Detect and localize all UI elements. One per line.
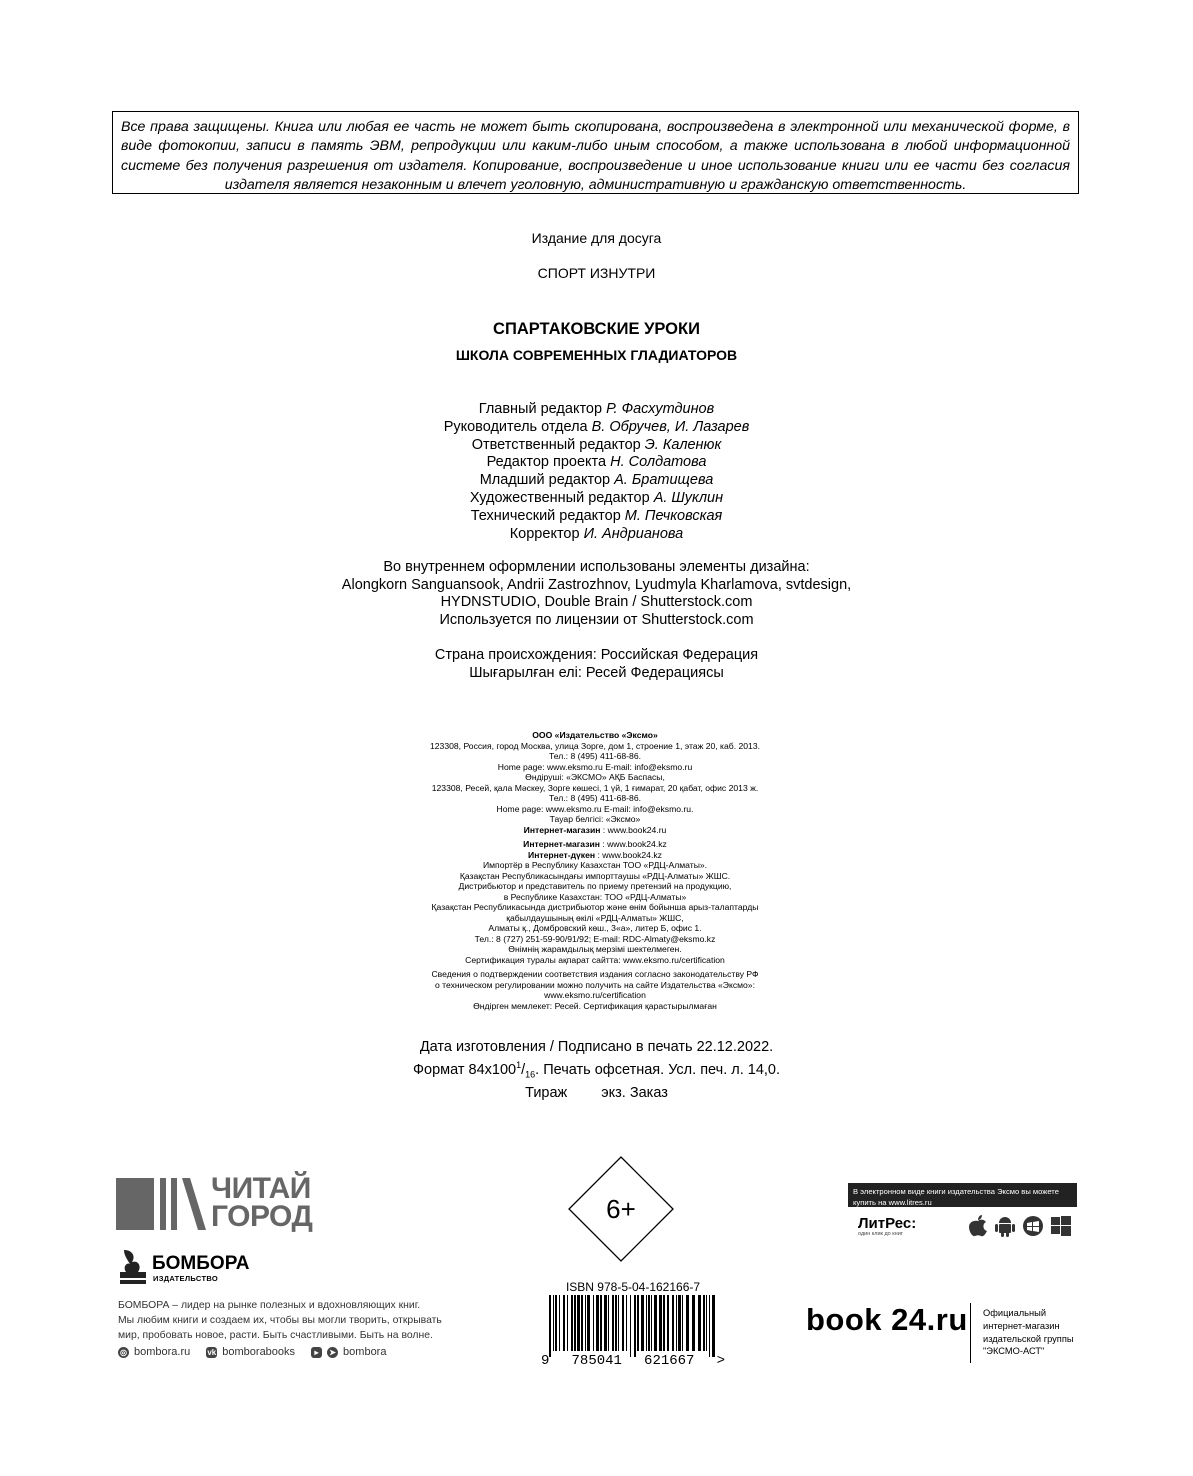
bombora-logo-name: БОМБОРА	[152, 1253, 250, 1274]
barcode-bar	[672, 1295, 674, 1351]
barcode-bar	[574, 1295, 576, 1351]
importer-line: Импортёр в Республику Казахстан ТОО «РДЦ-Алматы».	[482, 860, 708, 870]
litres-logo-text: ЛитРес:	[858, 1214, 917, 1232]
bombora-description-line: БОМБОРА – лидер на рынке полезных и вдохновляющих книг.	[118, 1300, 421, 1311]
barcode-bar	[549, 1295, 551, 1357]
litres-line2: купить на www.litres.ru	[853, 1198, 932, 1207]
bombora-logo-sub: ИЗДАТЕЛЬСТВО	[153, 1274, 218, 1283]
isbn-text: ISBN 978-5-04-162166-7	[565, 1280, 701, 1294]
chitai-gorod-line2: ГОРОД	[211, 1200, 313, 1233]
barcode-bar	[634, 1295, 636, 1357]
bombora-logo	[118, 1248, 258, 1288]
publisher-line: Home page: www.eksmo.ru E-mail: info@eksmo.ru.	[496, 803, 694, 814]
windows-phone-icon	[1022, 1215, 1044, 1237]
publisher-line: Тауар белгісі: «Эксмо»	[549, 814, 641, 824]
barcode-bar	[571, 1295, 573, 1351]
barcode-bar	[667, 1295, 669, 1351]
design-credit-line: Во внутреннем оформлении использованы элементы дизайна:	[383, 559, 810, 575]
barcode-bar	[615, 1295, 617, 1351]
litres-logo-sub: один клик до книг	[858, 1230, 903, 1237]
origin-line: Шығарылған елі: Ресей Федерациясы	[469, 664, 724, 681]
book24-text-line: "ЭКСМО-АСТ"	[983, 1346, 1045, 1357]
barcode-digits	[541, 1353, 725, 1369]
credit-line: Технический редактор М. Печковская	[470, 507, 723, 524]
design-credit-line: Используется по лицензии от Shutterstock.com	[439, 611, 754, 628]
bombora-vk-link[interactable]: vk bomborabooks	[207, 1346, 296, 1358]
shop-kz2-line: Интернет-дүкен : www.book24.kz	[528, 849, 662, 860]
age-rating-text: 6+	[606, 1194, 636, 1224]
barcode-bar	[692, 1295, 695, 1351]
book24-text-line: Официальный	[983, 1308, 1047, 1318]
barcode-bar	[682, 1295, 683, 1351]
origin-line: Страна происхождения: Российская Федерация	[434, 647, 759, 663]
design-credit-line: HYDNSTUDIO, Double Brain / Shutterstock.com	[440, 594, 753, 610]
book-title: СПАРТАКОВСКИЕ УРОКИ	[493, 320, 700, 338]
barcode-bar	[596, 1295, 599, 1351]
barcode-bar	[626, 1295, 627, 1351]
barcode-bar	[581, 1295, 583, 1351]
book24-divider	[970, 1303, 971, 1363]
barcode-bar	[585, 1295, 586, 1351]
credit-line: Главный редактор Р. Фасхутдинов	[478, 401, 715, 417]
print-run-line: Тираж экз. Заказ	[525, 1084, 668, 1101]
barcode-bar	[563, 1295, 565, 1351]
origin-country	[0, 647, 1193, 682]
barcode-bar	[587, 1295, 590, 1351]
barcode-bar	[651, 1295, 652, 1351]
rights-notice-box	[112, 111, 1079, 194]
barcode-bar	[698, 1295, 701, 1351]
bombora-description	[118, 1298, 442, 1343]
litres-banner	[848, 1183, 1077, 1246]
barcode-bar	[593, 1295, 594, 1351]
print-format-line: Формат $84x100^1/_{16}$. Печать офсетная. Усл. печ. л. 14,0.	[412, 1060, 781, 1080]
importer-line: Қазақстан Республикасында дистрибьютор және өнім бойынша арыз-талаптарды	[431, 902, 759, 912]
book24-description	[983, 1307, 1074, 1358]
globe-icon: ◎	[118, 1347, 129, 1358]
barcode-bar	[604, 1295, 607, 1351]
barcode-bar	[712, 1295, 715, 1357]
certification-line: www.eksmo.ru/certification	[544, 990, 646, 1000]
print-date-line: Дата изготовления / Подписано в печать 22.12.2022.	[419, 1039, 774, 1055]
importer-line: Өнімнің жарамдылық мерзімі шектелмеген.	[508, 944, 682, 954]
barcode-bar	[559, 1295, 560, 1351]
publisher-line: 123308, Россия, город Москва, улица Зорге, дом 1, строение 1, этаж 20, каб. 2013.	[430, 740, 760, 751]
edition-type: Издание для досуга	[531, 230, 662, 246]
chitai-gorod-line1: ЧИТАЙ	[211, 1172, 311, 1205]
chitai-gorod-books-icon	[116, 1176, 208, 1232]
importer-line: қабылдаушының өкілі «РДЦ-Алматы» ЖШС,	[506, 912, 684, 923]
bombora-wave-icon	[118, 1248, 148, 1288]
design-credits	[0, 559, 1193, 629]
certification-line: Өндірген мемлекет: Ресей. Сертификация қарастырылмаған	[473, 1000, 717, 1011]
barcode-bar	[577, 1295, 580, 1351]
vk-icon: vk	[207, 1347, 217, 1357]
shop-kz-line: Интернет-магазин : www.book24.kz	[523, 839, 667, 849]
bombora-description-line: мир, пробовать новое, расти. Быть счастливыми. Быть на волне.	[118, 1330, 433, 1341]
apple-icon	[968, 1215, 988, 1237]
youtube-icon: ▸	[311, 1347, 322, 1358]
barcode-bar	[567, 1295, 568, 1351]
publisher-line: Тел.: 8 (495) 411-68-86.	[549, 751, 641, 761]
credit-line: Младший редактор А. Братищева	[479, 472, 714, 489]
rights-notice-text: Все права защищены. Книга или любая ее часть не может быть скопирована, воспроизведена в электронной или механической форме, в виде фотокопии, записи в память ЭВМ, репродукции или каким-либо иным способом, а также использована в любой информационной системе без получения разрешения от издателя. Копирование, воспроизведение и иное использование книги или ее части без согласия издателя является незаконным и влечет уголовную, административную и гражданскую ответственность.	[121, 119, 1070, 193]
design-credit-line: Alongkorn Sanguansook, Andrii Zastrozhnov, Lyudmyla Kharlamova, svtdesign,	[341, 576, 852, 593]
barcode-bar	[703, 1295, 705, 1351]
publisher-name: ООО «Издательство «Эксмо»	[532, 730, 658, 740]
book24-text-line: интернет-магазин	[983, 1320, 1060, 1331]
series-name: СПОРТ ИЗНУТРИ	[537, 265, 656, 281]
barcode-group1: 785041	[571, 1353, 622, 1369]
barcode-bar	[555, 1295, 557, 1351]
barcode-bar	[608, 1295, 609, 1351]
credit-line: Корректор И. Андрианова	[509, 525, 684, 542]
telegram-icon: ➤	[327, 1347, 338, 1358]
litres-line1: В электронном виде книги издательства Эксмо вы можете	[853, 1187, 1059, 1196]
certification-line: о техническом регулировании можно получить на сайте Издательства «Эксмо»:	[435, 979, 755, 990]
android-icon	[995, 1215, 1015, 1237]
importer-line: Алматы қ., Домбровский көш., 3«а», литер Б, офис 1.	[488, 923, 702, 933]
barcode-bar	[706, 1295, 707, 1351]
barcode-bar	[676, 1295, 677, 1351]
publisher-info	[330, 730, 860, 1011]
barcode-bar	[641, 1295, 644, 1351]
credit-line: Художественный редактор А. Шуклин	[469, 489, 724, 506]
publisher-line: Өндіруші: «ЭКСМО» АҚБ Баспасы,	[525, 772, 665, 782]
barcode-bar	[612, 1295, 614, 1351]
barcode-bar	[648, 1295, 650, 1351]
editorial-credits	[0, 401, 1193, 543]
credit-line: Ответственный редактор Э. Каленюк	[471, 436, 722, 453]
bombora-messenger-link[interactable]: ▸ ➤ bombora	[311, 1346, 386, 1358]
barcode-bar	[686, 1295, 689, 1351]
certification-line: Сведения о подтверждении соответствия издания согласно законодательству РФ	[431, 969, 759, 979]
publisher-line: Тел.: 8 (495) 411-68-86.	[549, 793, 641, 803]
credit-line: Редактор проекта Н. Солдатова	[486, 454, 707, 471]
barcode-bar	[659, 1295, 662, 1351]
barcode-bar	[618, 1295, 619, 1351]
barcode-bar	[709, 1295, 710, 1357]
litres-platform-icons	[968, 1215, 1071, 1237]
barcode-bar	[622, 1295, 624, 1351]
credit-line: Руководитель отдела В. Обручев, И. Лазарев	[443, 418, 750, 435]
barcode-first-digit: 9	[541, 1353, 550, 1369]
book-subtitle: ШКОЛА СОВРЕМЕННЫХ ГЛАДИАТОРОВ	[455, 347, 738, 363]
barcode-end-mark: >	[716, 1353, 725, 1369]
barcode-bar	[654, 1295, 657, 1351]
bombora-social-links	[118, 1346, 386, 1358]
barcode-bar	[553, 1295, 554, 1351]
chitai-gorod-logo	[116, 1172, 321, 1233]
importer-line: Қазақстан Республикасындағы импорттаушы «РДЦ-Алматы» ЖШС.	[459, 870, 731, 881]
barcode-bars	[541, 1295, 725, 1357]
importer-line: Сертификация туралы ақпарат сайтта: www.eksmo.ru/certification	[465, 954, 725, 965]
isbn-barcode	[541, 1295, 725, 1371]
age-rating-badge	[568, 1156, 674, 1262]
bombora-site-link[interactable]: ◎ bombora.ru	[120, 1346, 191, 1358]
importer-line: в Республике Казахстан: ТОО «РДЦ-Алматы»	[503, 891, 687, 902]
print-info	[0, 1038, 1193, 1102]
barcode-bar	[646, 1295, 647, 1351]
publisher-line: Home page: www.eksmo.ru E-mail: info@eksmo.ru	[497, 761, 693, 772]
publisher-line: 123308, Ресей, қала Мәскеу, Зорге көшесі, 1 үй, 1 ғимарат, 20 қабат, офис 2013 ж.	[431, 782, 759, 793]
barcode-bar	[663, 1295, 665, 1351]
importer-line: Дистрибьютор и представитель по приему претензий на продукцию,	[458, 881, 732, 891]
windows-icon	[1051, 1216, 1071, 1236]
book24-text-line: издательской группы	[983, 1333, 1074, 1344]
book24-logo: book 24.ru	[806, 1302, 968, 1337]
litres-logo	[858, 1216, 916, 1237]
shop-ru-line: Интернет-магазин : www.book24.ru	[523, 824, 667, 835]
bombora-description-line: Мы любим книги и создаем их, чтобы вы могли творить, открывать	[118, 1315, 442, 1326]
importer-line: Тел.: 8 (727) 251-59-90/91/92; E-mail: RDC-Almaty@eksmo.kz	[474, 933, 716, 944]
barcode-bar	[637, 1295, 639, 1351]
barcode-bar	[600, 1295, 602, 1351]
barcode-bar	[678, 1295, 681, 1351]
barcode-group2: 621667	[644, 1353, 695, 1369]
barcode-bar	[630, 1295, 631, 1357]
litres-banner-text	[848, 1183, 1077, 1207]
